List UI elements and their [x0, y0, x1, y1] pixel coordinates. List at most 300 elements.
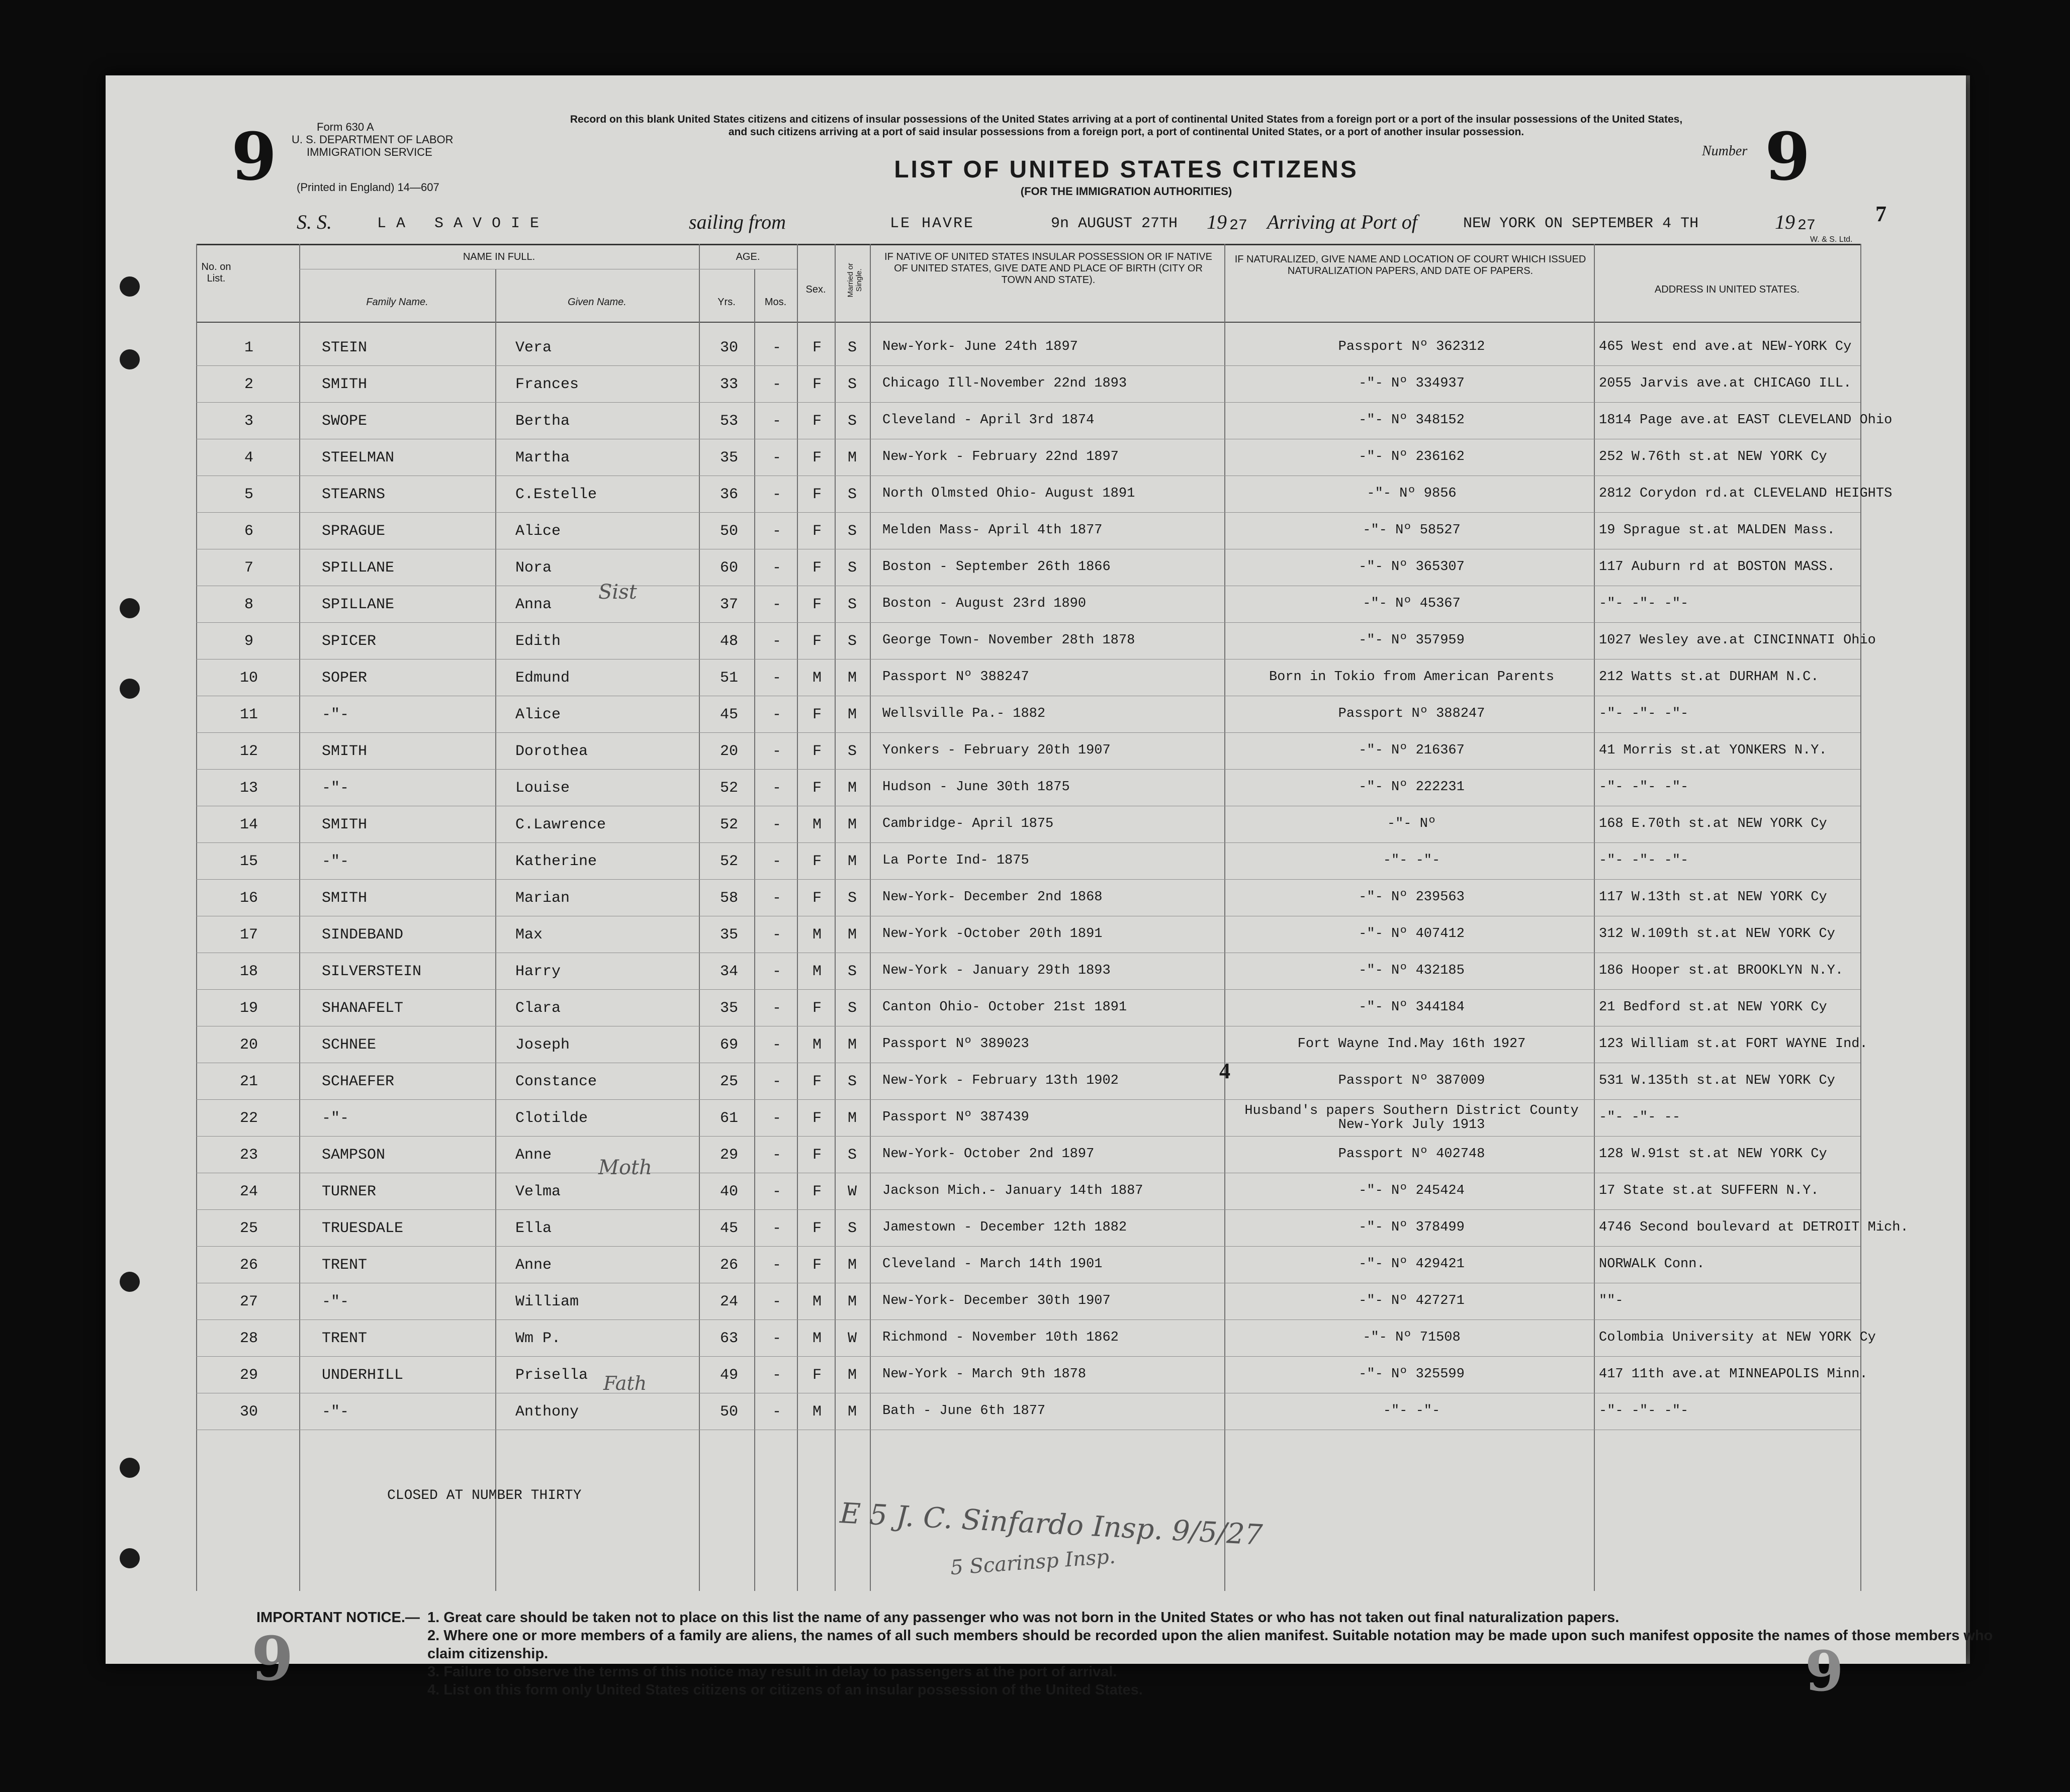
- marital-status: M: [847, 926, 857, 944]
- family-name: TRENT: [322, 1330, 368, 1347]
- marital-status: S: [847, 339, 857, 356]
- birth-place-date: Cleveland - March 14th 1901: [882, 1257, 1103, 1272]
- naturalization-papers: -"- Nº 216367: [1359, 743, 1465, 758]
- father-note: Fath: [603, 1372, 647, 1394]
- manifest-page: [106, 75, 1993, 1704]
- us-address: 252 W.76th st.at NEW YORK Cy: [1599, 449, 1827, 464]
- sex: F: [812, 596, 822, 613]
- age-years: 40: [719, 1183, 738, 1200]
- arriving-label: Arriving at Port of: [1267, 211, 1417, 233]
- row-number: 27: [239, 1293, 258, 1310]
- naturalization-papers: -"- Nº 334937: [1359, 376, 1465, 391]
- department: U. S. DEPARTMENT OF LABOR: [292, 133, 454, 146]
- notice-item-4: 4. List on this form only United States citizens or citizens of an insular possession of the United States.: [427, 1682, 1143, 1698]
- naturalization-papers: Husband's papers Southern District County New-York July 1913: [1244, 1103, 1579, 1133]
- sex: F: [812, 339, 822, 356]
- table-row: [106, 990, 1966, 1026]
- us-address: 19 Sprague st.at MALDEN Mass.: [1599, 523, 1835, 538]
- age-months: -: [772, 1073, 781, 1090]
- birth-place-date: Canton Ohio- October 21st 1891: [882, 1000, 1127, 1015]
- col-married-single: Married or Single.: [846, 263, 863, 298]
- age-months: -: [772, 486, 781, 503]
- birth-place-date: New-York - January 29th 1893: [882, 963, 1111, 978]
- family-name: -"-: [322, 706, 349, 723]
- notice-item-2: 2. Where one or more members of a family are aliens, the names of all such members should be recorded upon the alien manifest. Suitable notation may be made upon such manifest opposite the names of those members who claim citizenship.: [427, 1628, 1993, 1662]
- birth-place-date: New-York -October 20th 1891: [882, 926, 1103, 941]
- col-age: AGE.: [736, 251, 760, 262]
- marital-status: M: [847, 780, 857, 797]
- age-months: -: [772, 670, 781, 687]
- printer-mark: W. & S. Ltd.: [1810, 235, 1853, 244]
- binder-hole: [120, 1548, 140, 1568]
- family-name: -"-: [322, 1293, 349, 1310]
- age-months: -: [772, 816, 781, 833]
- number-label: Number: [1702, 143, 1748, 159]
- us-address: 41 Morris st.at YONKERS N.Y.: [1599, 743, 1827, 758]
- us-address: NORWALK Conn.: [1599, 1257, 1705, 1272]
- marital-status: S: [847, 1000, 857, 1017]
- naturalization-papers: Passport Nº 387009: [1338, 1073, 1485, 1088]
- table-row: [106, 366, 1966, 403]
- sex: M: [812, 963, 822, 980]
- us-address: 117 W.13th st.at NEW YORK Cy: [1599, 890, 1827, 905]
- marital-status: S: [847, 963, 857, 980]
- given-name: C.Estelle: [515, 486, 597, 503]
- given-name: Martha: [515, 449, 570, 466]
- row-number: 13: [239, 780, 258, 797]
- age-years: 53: [719, 413, 738, 430]
- family-name: SMITH: [322, 376, 368, 393]
- naturalization-papers: -"- Nº 365307: [1359, 559, 1465, 575]
- table-row: [106, 586, 1966, 623]
- ss-label: S. S.: [297, 211, 332, 233]
- binder-hole: [120, 1458, 140, 1478]
- age-years: 50: [719, 1403, 738, 1421]
- marital-status: S: [847, 596, 857, 613]
- row-number: 1: [244, 339, 253, 356]
- us-address: 1027 Wesley ave.at CINCINNATI Ohio: [1599, 633, 1876, 648]
- marital-status: M: [847, 1403, 857, 1421]
- sex: F: [812, 559, 822, 577]
- birth-place-date: Jamestown - December 12th 1882: [882, 1220, 1127, 1235]
- birth-place-date: Wellsville Pa.- 1882: [882, 706, 1046, 721]
- arrival-year: 27: [1797, 217, 1816, 234]
- naturalization-papers: Fort Wayne Ind.May 16th 1927: [1297, 1036, 1526, 1052]
- row-number: 14: [239, 816, 258, 833]
- given-name: Marian: [515, 890, 570, 907]
- sex: F: [812, 1220, 822, 1237]
- marital-status: M: [847, 853, 857, 870]
- row-number: 7: [244, 559, 253, 577]
- age-years: 25: [719, 1073, 738, 1090]
- table-row: [106, 623, 1966, 659]
- given-name: Frances: [515, 376, 579, 393]
- col-address: ADDRESS IN UNITED STATES.: [1654, 284, 1800, 295]
- naturalization-papers: -"- Nº 348152: [1359, 413, 1465, 428]
- marital-status: M: [847, 1257, 857, 1274]
- age-months: -: [772, 449, 781, 466]
- sex: F: [812, 780, 822, 797]
- us-address: -"- -"- -"-: [1599, 780, 1689, 795]
- row-number: 20: [239, 1036, 258, 1054]
- naturalization-papers: -"- Nº 9856: [1367, 486, 1457, 501]
- col-naturalized: IF NATURALIZED, GIVE NAME AND LOCATION OF COURT WHICH ISSUED NATURALIZATION PAPERS, AND DATE OF PAPERS.: [1234, 254, 1586, 276]
- birth-place-date: Cleveland - April 3rd 1874: [882, 413, 1095, 428]
- age-years: 63: [719, 1330, 738, 1347]
- birth-place-date: North Olmsted Ohio- August 1891: [882, 486, 1135, 501]
- age-months: -: [772, 1000, 781, 1017]
- table-row: [106, 659, 1966, 696]
- table-row: [106, 1393, 1966, 1430]
- page-subtitle: (FOR THE IMMIGRATION AUTHORITIES): [1020, 185, 1232, 198]
- given-name: Alice: [515, 523, 561, 540]
- age-months: -: [772, 1036, 781, 1054]
- given-name: Anne: [515, 1147, 552, 1164]
- given-name: C.Lawrence: [515, 816, 606, 833]
- row-number: 8: [244, 596, 253, 613]
- sex: F: [812, 743, 822, 760]
- given-name: William: [515, 1293, 579, 1310]
- sex: M: [812, 1330, 822, 1347]
- age-months: -: [772, 1403, 781, 1421]
- printed-note: (Printed in England) 14—607: [297, 181, 439, 194]
- age-years: 60: [719, 559, 738, 577]
- marital-status: M: [847, 1110, 857, 1127]
- us-address: ""-: [1599, 1293, 1624, 1308]
- row-number: 11: [239, 706, 258, 723]
- naturalization-papers: -"- Nº 71508: [1363, 1330, 1461, 1345]
- age-years: 69: [719, 1036, 738, 1054]
- sex: F: [812, 890, 822, 907]
- us-address: Colombia University at NEW YORK Cy: [1599, 1330, 1876, 1345]
- naturalization-papers: -"- Nº 222231: [1359, 780, 1465, 795]
- birth-place-date: Passport Nº 389023: [882, 1036, 1029, 1052]
- age-years: 45: [719, 1220, 738, 1237]
- age-months: -: [772, 1367, 781, 1384]
- sex: F: [812, 1073, 822, 1090]
- us-address: 168 E.70th st.at NEW YORK Cy: [1599, 816, 1827, 831]
- row-number: 2: [244, 376, 253, 393]
- naturalization-papers: -"- Nº 407412: [1359, 926, 1465, 941]
- age-months: -: [772, 523, 781, 540]
- family-name: SOPER: [322, 670, 368, 687]
- age-months: -: [772, 1257, 781, 1274]
- sex: F: [812, 376, 822, 393]
- us-address: 312 W.109th st.at NEW YORK Cy: [1599, 926, 1835, 941]
- birth-place-date: New-York- December 30th 1907: [882, 1293, 1111, 1308]
- given-name: Harry: [515, 963, 561, 980]
- age-months: -: [772, 339, 781, 356]
- us-address: 17 State st.at SUFFERN N.Y.: [1599, 1183, 1819, 1198]
- age-years: 50: [719, 523, 738, 540]
- list-number: 9: [1765, 118, 1811, 195]
- age-months: -: [772, 743, 781, 760]
- naturalization-papers: -"- Nº 378499: [1359, 1220, 1465, 1235]
- form-number: Form 630 A: [317, 121, 374, 133]
- service: IMMIGRATION SERVICE: [307, 146, 432, 158]
- inspector-note: 5 Scarinsp Insp.: [949, 1545, 1116, 1580]
- ship-name: LA SAVOIE: [377, 215, 550, 232]
- age-years: 30: [719, 339, 738, 356]
- family-name: -"-: [322, 853, 349, 870]
- birth-place-date: Richmond - November 10th 1862: [882, 1330, 1119, 1345]
- sex: M: [812, 816, 822, 833]
- sex: M: [812, 1036, 822, 1054]
- us-address: 1814 Page ave.at EAST CLEVELAND Ohio: [1599, 413, 1893, 428]
- marital-status: M: [847, 449, 857, 466]
- row-number: 16: [239, 890, 258, 907]
- naturalization-papers: Born in Tokio from American Parents: [1269, 670, 1555, 685]
- naturalization-papers: -"- Nº 344184: [1359, 1000, 1465, 1015]
- table-row: [106, 1320, 1966, 1357]
- us-address: 21 Bedford st.at NEW YORK Cy: [1599, 1000, 1827, 1015]
- given-name: Nora: [515, 559, 552, 577]
- year-prefix: 19: [1207, 211, 1227, 233]
- age-months: -: [772, 1330, 781, 1347]
- table-row: [106, 1357, 1966, 1393]
- sex: F: [812, 853, 822, 870]
- marital-status: M: [847, 816, 857, 833]
- age-months: -: [772, 853, 781, 870]
- us-address: 128 W.91st st.at NEW YORK Cy: [1599, 1147, 1827, 1162]
- notice-item-1: 1. Great care should be taken not to place on this list the name of any passenger who was not born in the United States or who has not taken out final naturalization papers.: [427, 1610, 1619, 1626]
- col-sex: Sex.: [805, 284, 826, 295]
- sex: F: [812, 633, 822, 650]
- naturalization-papers: Passport Nº 402748: [1338, 1147, 1485, 1162]
- row-number: 22: [239, 1110, 258, 1127]
- table-row: [106, 880, 1966, 916]
- sex: F: [812, 1257, 822, 1274]
- col-given-name: Given Name.: [568, 297, 626, 308]
- sex: F: [812, 706, 822, 723]
- table-row: [106, 953, 1966, 990]
- given-name: Edith: [515, 633, 561, 650]
- marital-status: S: [847, 890, 857, 907]
- marital-status: M: [847, 706, 857, 723]
- family-name: -"-: [322, 780, 349, 797]
- marital-status: S: [847, 559, 857, 577]
- given-name: Alice: [515, 706, 561, 723]
- given-name: Edmund: [515, 670, 570, 687]
- us-address: 2812 Corydon rd.at CLEVELAND HEIGHTS: [1599, 486, 1893, 501]
- col-name-in-full: NAME IN FULL.: [463, 251, 535, 262]
- row-number: 28: [239, 1330, 258, 1347]
- birth-place-date: New-York - February 22nd 1897: [882, 449, 1119, 464]
- family-name: SPICER: [322, 633, 377, 650]
- birth-place-date: Yonkers - February 20th 1907: [882, 743, 1111, 758]
- naturalization-papers: -"- Nº 245424: [1359, 1183, 1465, 1198]
- birth-place-date: Cambridge- April 1875: [882, 816, 1054, 831]
- age-months: -: [772, 963, 781, 980]
- us-address: 531 W.135th st.at NEW YORK Cy: [1599, 1073, 1835, 1088]
- closed-note: CLOSED AT NUMBER THIRTY: [387, 1488, 582, 1503]
- given-name: Ella: [515, 1220, 552, 1237]
- departure-date: 9n AUGUST 27TH: [1051, 215, 1178, 232]
- birth-place-date: Boston - September 26th 1866: [882, 559, 1111, 575]
- table-row: [106, 439, 1966, 476]
- row-number: 6: [244, 523, 253, 540]
- birth-place-date: New-York- December 2nd 1868: [882, 890, 1103, 905]
- birth-place-date: La Porte Ind- 1875: [882, 853, 1029, 868]
- age-years: 33: [719, 376, 738, 393]
- given-name: Max: [515, 926, 543, 944]
- given-name: Joseph: [515, 1036, 570, 1054]
- sex: F: [812, 1110, 822, 1127]
- family-name: SWOPE: [322, 413, 368, 430]
- sex: F: [812, 523, 822, 540]
- age-months: -: [772, 559, 781, 577]
- age-years: 61: [719, 1110, 738, 1127]
- family-name: -"-: [322, 1110, 349, 1127]
- us-address: 4746 Second boulevard at DETROIT Mich.: [1599, 1220, 1909, 1235]
- col-yrs: Yrs.: [717, 297, 736, 308]
- age-months: -: [772, 596, 781, 613]
- given-name: Bertha: [515, 413, 570, 430]
- family-name: -"-: [322, 1403, 349, 1421]
- marital-status: S: [847, 633, 857, 650]
- given-name: Dorothea: [515, 743, 588, 760]
- family-name: SCHAEFER: [322, 1073, 395, 1090]
- table-row: [106, 1137, 1966, 1173]
- age-months: -: [772, 890, 781, 907]
- marital-status: M: [847, 1036, 857, 1054]
- us-address: -"- -"- -"-: [1599, 1403, 1689, 1419]
- table-row: [106, 1283, 1966, 1320]
- age-months: -: [772, 1293, 781, 1310]
- family-name: SCHNEE: [322, 1036, 377, 1054]
- birth-place-date: New-York- October 2nd 1897: [882, 1147, 1095, 1162]
- marital-status: M: [847, 1293, 857, 1310]
- table-row: [106, 770, 1966, 806]
- age-years: 35: [719, 1000, 738, 1017]
- marital-status: S: [847, 1147, 857, 1164]
- us-address: -"- -"- -"-: [1599, 853, 1689, 868]
- family-name: SMITH: [322, 743, 368, 760]
- family-name: SILVERSTEIN: [322, 963, 422, 980]
- table-row: [106, 1100, 1966, 1137]
- instruction-text: Record on this blank United States citizens and citizens of insular possessions of the United States arriving at a port of continental United States from a foreign port or a port of the insular possessions of the United States, and such citizens arriving at a port of said insular possessions from a foreign port, a port of continental United States, or a port of another insular possession.: [570, 114, 1683, 138]
- family-name: STEELMAN: [322, 449, 395, 466]
- age-years: 49: [719, 1367, 738, 1384]
- birth-place-date: New-York - March 9th 1878: [882, 1367, 1087, 1382]
- given-name: Vera: [515, 339, 552, 356]
- given-name: Clara: [515, 1000, 561, 1017]
- birth-place-date: Passport Nº 387439: [882, 1110, 1029, 1125]
- sex: M: [812, 926, 822, 944]
- naturalization-papers: -"- -"-: [1383, 1403, 1441, 1419]
- row-number: 17: [239, 926, 258, 944]
- family-name: SINDEBAND: [322, 926, 404, 944]
- given-name: Anthony: [515, 1403, 579, 1421]
- page-title: LIST OF UNITED STATES CITIZENS: [894, 156, 1359, 183]
- age-months: -: [772, 926, 781, 944]
- given-name: Velma: [515, 1183, 561, 1200]
- table-row: [106, 1247, 1966, 1283]
- sex: F: [812, 1183, 822, 1200]
- row-number: 4: [244, 449, 253, 466]
- col-birth: IF NATIVE OF UNITED STATES INSULAR POSSESSION OR IF NATIVE OF UNITED STATES, GIVE DATE AND PLACE OF BIRTH (CITY OR TOWN AND STATE).: [884, 251, 1212, 286]
- age-years: 45: [719, 706, 738, 723]
- sex: F: [812, 413, 822, 430]
- row-number: 15: [239, 853, 258, 870]
- table-row: [106, 1210, 1966, 1247]
- age-years: 51: [719, 670, 738, 687]
- naturalization-papers: -"- Nº 427271: [1359, 1293, 1465, 1308]
- age-years: 35: [719, 449, 738, 466]
- naturalization-papers: -"- Nº 45367: [1363, 596, 1461, 611]
- row-number: 19: [239, 1000, 258, 1017]
- age-months: -: [772, 1110, 781, 1127]
- col-no: No. on List.: [201, 261, 231, 284]
- footer-number-right: 9: [1805, 1639, 1844, 1704]
- naturalization-papers: -"- Nº 429421: [1359, 1257, 1465, 1272]
- family-name: SMITH: [322, 816, 368, 833]
- birth-place-date: Bath - June 6th 1877: [882, 1403, 1046, 1419]
- naturalization-papers: -"- Nº: [1387, 816, 1436, 831]
- sailing-label: sailing from: [689, 211, 786, 233]
- given-name: Clotilde: [515, 1110, 588, 1127]
- sex: M: [812, 1293, 822, 1310]
- birth-place-date: Chicago Ill-November 22nd 1893: [882, 376, 1127, 391]
- family-name: SPILLANE: [322, 559, 395, 577]
- row-number: 26: [239, 1257, 258, 1274]
- page-mark: 7: [1875, 202, 1886, 226]
- given-name: Katherine: [515, 853, 597, 870]
- arrival-port-date: NEW YORK ON SEPTEMBER 4 TH: [1463, 215, 1699, 232]
- birth-place-date: George Town- November 28th 1878: [882, 633, 1135, 648]
- age-years: 24: [719, 1293, 738, 1310]
- age-years: 52: [719, 853, 738, 870]
- notice-heading: IMPORTANT NOTICE.—: [256, 1610, 420, 1626]
- us-address: 186 Hooper st.at BROOKLYN N.Y.: [1599, 963, 1844, 978]
- age-years: 20: [719, 743, 738, 760]
- birth-place-date: Hudson - June 30th 1875: [882, 780, 1070, 795]
- row-number: 12: [239, 743, 258, 760]
- family-name: TRUESDALE: [322, 1220, 404, 1237]
- table-row: [106, 329, 1966, 366]
- table-row: [106, 733, 1966, 770]
- marital-status: M: [847, 670, 857, 687]
- birth-place-date: New-York- June 24th 1897: [882, 339, 1078, 354]
- sex: F: [812, 1000, 822, 1017]
- family-name: SHANAFELT: [322, 1000, 404, 1017]
- naturalization-papers: Passport Nº 388247: [1338, 706, 1485, 721]
- marital-status: S: [847, 486, 857, 503]
- family-name: STEARNS: [322, 486, 386, 503]
- family-name: TURNER: [322, 1183, 377, 1200]
- row-number: 3: [244, 413, 253, 430]
- marital-status: W: [847, 1183, 857, 1200]
- age-months: -: [772, 633, 781, 650]
- col-family-name: Family Name.: [366, 297, 428, 308]
- margin-mark: 4: [1219, 1059, 1230, 1083]
- given-name: Louise: [515, 780, 570, 797]
- birth-place-date: Melden Mass- April 4th 1877: [882, 523, 1103, 538]
- marital-status: S: [847, 1073, 857, 1090]
- marital-status: W: [847, 1330, 857, 1347]
- sex: F: [812, 449, 822, 466]
- family-name: SPRAGUE: [322, 523, 386, 540]
- us-address: 2055 Jarvis ave.at CHICAGO ILL.: [1599, 376, 1852, 391]
- family-name: SMITH: [322, 890, 368, 907]
- us-address: 117 Auburn rd at BOSTON MASS.: [1599, 559, 1835, 575]
- age-months: -: [772, 706, 781, 723]
- sex: M: [812, 670, 822, 687]
- marital-status: M: [847, 1367, 857, 1384]
- sex: F: [812, 1367, 822, 1384]
- table-row: [106, 513, 1966, 549]
- notice-item-3: 3. Failure to observe the terms of this notice may result in delay to passengers at the port of arrival.: [427, 1664, 1117, 1680]
